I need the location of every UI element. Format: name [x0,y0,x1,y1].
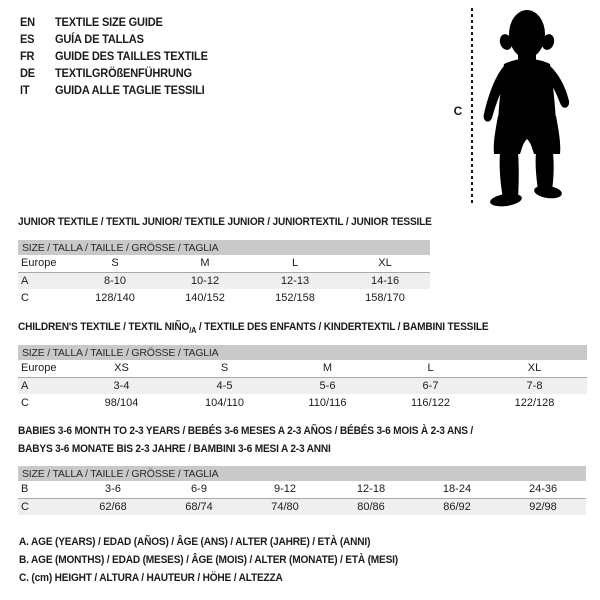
row-label-cell: C [18,498,70,515]
language-label: GUIDE DES TAILLES TEXTILE [54,48,208,63]
language-code: EN [20,14,35,29]
language-label: TEXTILGRÖßENFÜHRUNG [54,65,192,80]
language-label: GUÍA DE TALLAS [54,31,144,46]
language-list [20,13,224,98]
row-label-cell: Europe [18,255,70,272]
size-header-label: SIZE / TALLA / TAILLE / GRÖSSE / TAGLIA [18,240,430,255]
row-label-cell: Europe [18,360,70,377]
value-cell: 158/170 [365,291,405,304]
col-header-cell: XS [70,360,173,377]
value-cell: 74/80 [242,498,328,515]
value-cell: 14-16 [340,272,430,289]
value-cell: 104/110 [205,396,244,409]
measure-legend [19,533,431,587]
row-label-cell: B [18,481,70,498]
col-header-cell: L [250,255,340,272]
col-header-cell: M [276,360,379,377]
size-header-label: SIZE / TALLA / TAILLE / GRÖSSE / TAGLIA [18,466,586,481]
columns-row [18,360,587,377]
col-header-cell: XL [482,360,587,377]
value-cell: 9-12 [242,481,328,498]
language-row-fr [20,47,208,64]
age-years-row [18,272,430,289]
value-cell: 92/98 [500,498,586,515]
value-cell: 152/158 [275,291,315,304]
height-measure-label: C [453,104,463,118]
value-cell: 18-24 [414,481,500,498]
size-header-label: SIZE / TALLA / TAILLE / GRÖSSE / TAGLIA [18,345,587,360]
legend-age-years: A. AGE (YEARS) / EDAD (AÑOS) / ÂGE (ANS) / ALTER (JAHRE) / ETÀ (ANNI) [19,536,371,548]
baby-silhouette [480,4,600,210]
height-cm-row [18,289,430,306]
language-row-de [20,64,208,81]
value-cell: 3-6 [70,481,156,498]
value-cell: 80/86 [328,498,414,515]
babies-table-title-line2: BABYS 3-6 MONATE BIS 2-3 JAHRE / BAMBINI 3-6 MESI A 2-3 ANNI [18,443,331,455]
childrens-table-title [18,321,488,337]
size-header-row [18,345,587,360]
language-code: FR [20,48,35,63]
row-label-cell: A [18,377,70,394]
value-cell: 140/152 [185,291,225,304]
value-cell: 6-9 [156,481,242,498]
legend-height: C. (cm) HEIGHT / ALTURA / HAUTEUR / HÖHE / ALTEZZA [19,572,283,584]
title-subscript: /A [189,326,197,336]
row-label-cell: A [18,272,70,289]
value-cell: 3-4 [70,377,173,394]
value-cell: 12-13 [250,272,340,289]
value-cell: 62/68 [70,498,156,515]
col-header-cell: M [160,255,250,272]
childrens-size-table [18,345,587,411]
value-cell: 5-6 [276,377,379,394]
value-cell: 110/116 [308,396,347,409]
value-cell: 98/104 [104,396,139,409]
value-cell: 4-5 [173,377,276,394]
language-row-it [20,81,208,98]
language-code: ES [20,31,35,46]
age-years-row [18,377,587,394]
junior-table-title: JUNIOR TEXTILE / TEXTIL JUNIOR/ TEXTILE JUNIOR / JUNIORTEXTIL / JUNIOR TESSILE [18,216,432,228]
col-header-cell: S [173,360,276,377]
value-cell: 128/140 [95,291,135,304]
title-text: CHILDREN'S TEXTILE / TEXTIL NIÑO [18,321,190,333]
value-cell: 10-12 [160,272,250,289]
title-text: / TEXTILE DES ENFANTS / KINDERTEXTIL / BAMBINI TESSILE [196,321,489,333]
language-label: GUIDA ALLE TAGLIE TESSILI [54,82,205,97]
size-header-row [18,466,586,481]
value-cell: 122/128 [514,396,555,409]
babies-size-table [18,466,586,515]
value-cell: 86/92 [414,498,500,515]
value-cell: 7-8 [482,377,587,394]
language-row-en [20,13,208,30]
value-cell: 68/74 [156,498,242,515]
language-row-es [20,30,208,47]
height-cm-row [18,498,586,515]
col-header-cell: L [379,360,482,377]
value-cell: 8-10 [70,272,160,289]
col-header-cell: S [70,255,160,272]
language-code: IT [20,82,30,97]
height-measure-dashed-line [471,8,473,205]
columns-row [18,255,430,272]
row-label-cell: C [21,291,29,304]
age-months-row [18,481,586,498]
height-cm-row [18,394,587,411]
language-label: TEXTILE SIZE GUIDE [54,14,163,29]
babies-table-title-line1: BABIES 3-6 MONTH TO 2-3 YEARS / BEBÉS 3-6 MESES A 2-3 AÑOS / BÉBÉS 3-6 MOIS À 2-3 ANS / [18,425,474,437]
value-cell: 24-36 [500,481,586,498]
value-cell: 6-7 [379,377,482,394]
value-cell: 116/122 [411,396,450,409]
size-header-row [18,240,430,255]
col-header-cell: XL [340,255,430,272]
legend-age-months: B. AGE (MONTHS) / EDAD (MESES) / ÂGE (MOIS) / ALTER (MONATE) / ETÀ (MESI) [19,554,398,566]
value-cell: 12-18 [328,481,414,498]
language-code: DE [20,65,35,80]
junior-size-table [18,240,430,306]
row-label-cell: C [21,396,29,409]
